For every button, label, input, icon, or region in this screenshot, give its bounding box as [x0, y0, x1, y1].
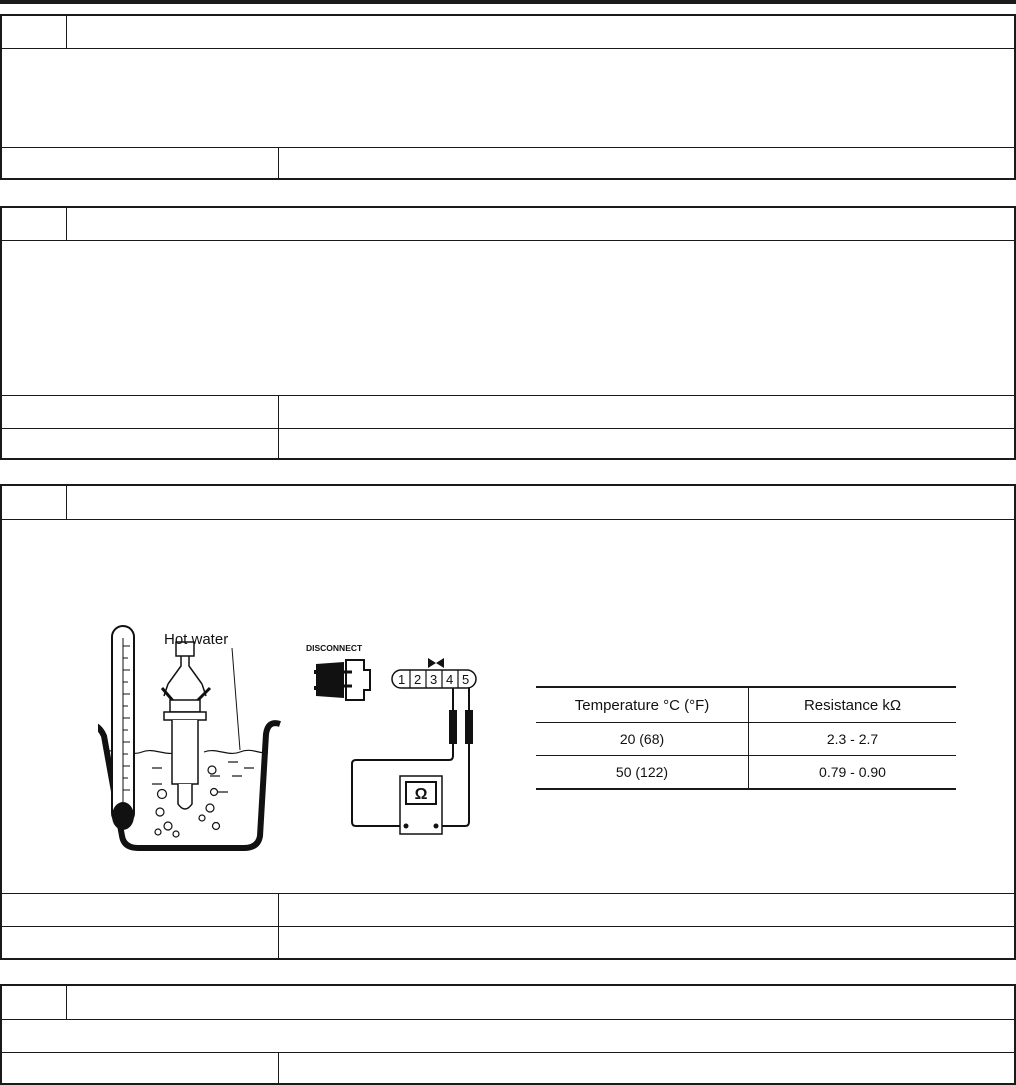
temperature-cell: 20 (68)	[536, 723, 749, 756]
block-1-header	[2, 16, 1014, 49]
connector-pin-2: 2	[414, 672, 422, 687]
block-2-answer-row-ok	[2, 396, 1014, 428]
resistance-cell: 2.3 - 2.7	[749, 723, 957, 756]
block-4-header	[2, 986, 1014, 1020]
sensor-in-hot-water-illustration	[98, 604, 288, 864]
block-3-header	[2, 486, 1014, 520]
connector-pin-5: 5	[462, 672, 470, 687]
block-3-body	[2, 520, 1014, 894]
connector-ohmmeter-circuit	[348, 656, 484, 846]
spec-header-row	[536, 687, 956, 723]
hot-water-label: Hot water	[164, 631, 229, 648]
inspection-block-2	[0, 206, 1016, 460]
disconnect-label: DISCONNECT	[306, 643, 363, 653]
block-2-step-cell	[2, 208, 67, 240]
table-row	[536, 756, 956, 790]
block-2-answer-row-ng	[2, 428, 1014, 460]
block-1-body	[2, 49, 1014, 148]
block-4-body	[2, 1020, 1014, 1053]
resistance-header: Resistance kΩ	[749, 687, 957, 723]
block-1-step-cell	[2, 16, 67, 48]
resistance-spec-table	[536, 686, 956, 790]
connector-pin-3: 3	[430, 672, 438, 687]
block-4-answer-row	[2, 1053, 1014, 1085]
connector-pin-4: 4	[446, 672, 454, 687]
inspection-block-1	[0, 14, 1016, 180]
table-row	[536, 723, 956, 756]
block-3-step-cell	[2, 486, 67, 519]
connector-pin-1: 1	[398, 672, 406, 687]
inspection-block-4	[0, 984, 1016, 1085]
ohm-symbol: Ω	[414, 786, 428, 803]
block-4-step-cell	[2, 986, 67, 1019]
inspection-block-3	[0, 484, 1016, 960]
block-2-body	[2, 241, 1014, 396]
block-2-header	[2, 208, 1014, 241]
temperature-header: Temperature °C (°F)	[536, 687, 749, 723]
block-1-answer-row	[2, 148, 1014, 180]
block-3-answer-row-ok	[2, 894, 1014, 926]
block-3-answer-row-ng	[2, 926, 1014, 958]
resistance-cell: 0.79 - 0.90	[749, 756, 957, 790]
temperature-cell: 50 (122)	[536, 756, 749, 790]
top-rule	[0, 0, 1016, 4]
